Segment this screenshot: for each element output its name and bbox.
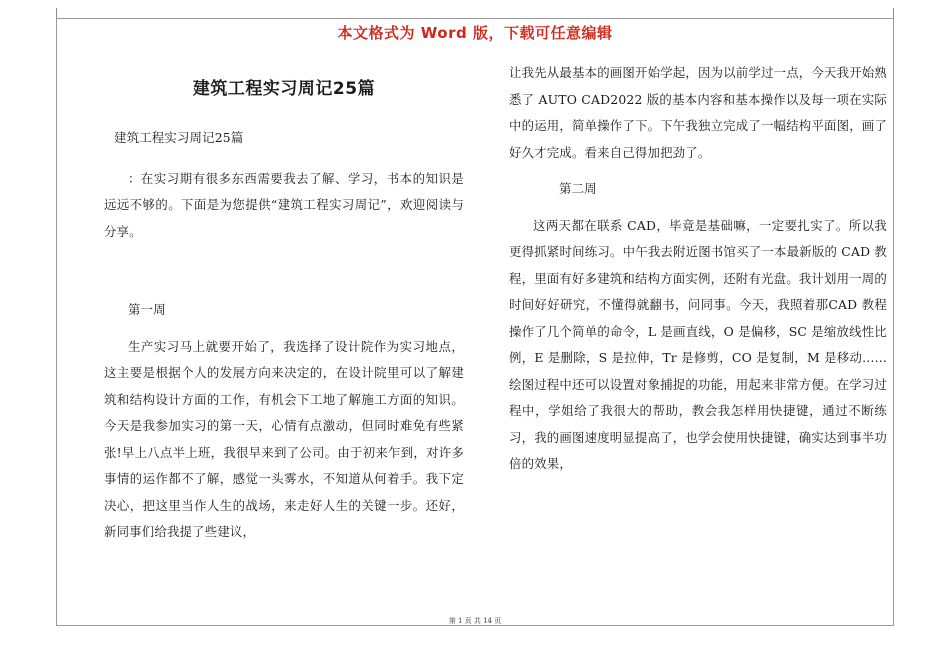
document-subtitle: 建筑工程实习周记25篇 <box>114 130 244 145</box>
right-column <box>509 60 887 478</box>
page-number: 第 1 页 共 14 页 <box>448 617 502 625</box>
spacer <box>509 203 887 213</box>
spacer <box>104 245 464 297</box>
spacer <box>104 156 464 166</box>
left-column <box>104 60 464 546</box>
week2-paragraph: 这两天都在联系 CAD，毕竟是基础嘛，一定要扎实了。所以我更得抓紧时间练习。中午我去附近图书馆买了一本最新版的 CAD 教程，里面有好多建筑和结构方面实例，还附有光盘。我计划用一周的时间好好研究，不懂得就翻书，问同事。今天，我照着那CAD 教程操作了几个简单的命令，L 是画直线，O 是偏移，SC 是缩放线性比例，E 是删除，S 是拉伸，Tr 是修剪，CO 是复制，M 是移动......绘图过程中还可以设置对象捕捉的功能，用起来非常方便。在学习过程中，学姐给了我很大的帮助，教会我怎样用快捷键，通过不断练习，我的画图速度明显提高了，也学会使用快捷键，确实达到事半功倍的效果， <box>509 217 887 471</box>
intro-paragraph: ：在实习期有很多东西需要我去了解、学习，书本的知识是远远不够的。下面是为您提供“建筑工程实习周记”，欢迎阅读与分享。 <box>104 170 464 239</box>
week1-paragraph-continued: 让我先从最基本的画图开始学起，因为以前学过一点，今天我开始熟悉了 AUTO CAD2022 版的基本内容和基本操作以及每一项在实际中的运用，简单操作了下。下午我独立完成了一幅结构平面图，画了好久才完成。看来自己得加把劲了。 <box>509 65 887 160</box>
crop-mark-top-left <box>56 8 57 18</box>
week2-heading: 第二周 <box>559 181 597 196</box>
week1-paragraph: 生产实习马上就要开始了，我选择了设计院作为实习地点，这主要是根据个人的发展方向来决定的，在设计院里可以了解建筑和结构设计方面的工作，有机会下工地了解施工方面的知识。今天是我参加实习的第一天，心情有点激动，但同时难免有些紧张!早上八点半上班，我很早来到了公司。由于初来乍到，对许多事情的运作都不了解，感觉一头雾水，不知道从何着手。我下定决心，把这里当作人生的战场，来走好人生的关键一步。还好，新同事们给我提了些建议， <box>104 338 464 539</box>
spacer <box>509 166 887 176</box>
document-title: 建筑工程实习周记25篇 <box>192 79 376 99</box>
crop-mark-top-right <box>893 8 894 18</box>
download-banner: 本文格式为 Word 版，下载可任意编辑 <box>337 24 613 42</box>
week1-heading: 第一周 <box>128 302 166 317</box>
spacer <box>104 324 464 334</box>
